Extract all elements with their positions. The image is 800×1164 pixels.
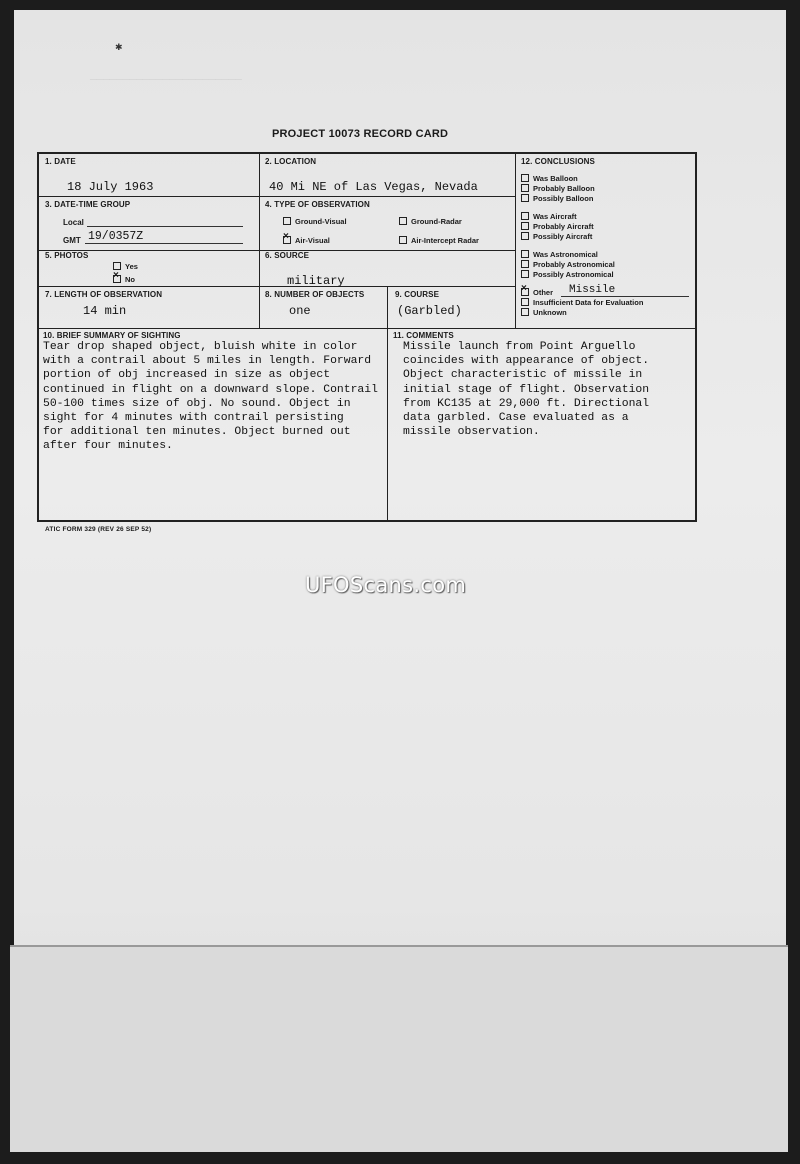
conclusion-option: Was Aircraft	[521, 212, 577, 221]
checkbox-icon	[521, 174, 529, 182]
conclusion-option: Probably Astronomical	[521, 260, 615, 269]
conclusion-option: Possibly Balloon	[521, 194, 593, 203]
divider	[39, 286, 515, 287]
checked-box-icon	[521, 288, 529, 296]
comments-line: Missile launch from Point Arguello	[403, 341, 636, 353]
summary-line: continued in flight on a downward slope. Contrail	[43, 383, 378, 396]
number-of-objects-label: 8. NUMBER OF OBJECTS	[265, 290, 365, 299]
summary-line: Tear drop shaped object, bluish white in color	[43, 341, 358, 353]
option-air-visual: ×Air-Visual	[283, 236, 330, 245]
option-air-intercept-radar: Air-Intercept Radar	[399, 236, 479, 245]
comments-line: coincides with appearance of object.	[403, 355, 650, 368]
photos-label: 5. PHOTOS	[45, 251, 89, 260]
observation-type-label: 4. TYPE OF OBSERVATION	[265, 200, 370, 209]
checked-box-icon	[283, 236, 291, 244]
comments-line: data garbled. Case evaluated as a	[403, 412, 629, 425]
record-card	[37, 152, 697, 522]
course-label: 9. COURSE	[395, 290, 440, 299]
comments-line: from KC135 at 29,000 ft. Directional	[403, 397, 650, 410]
divider	[515, 154, 516, 328]
card-title: PROJECT 10073 RECORD CARD	[272, 128, 449, 140]
option-ground-radar: Ground-Radar	[399, 217, 462, 226]
comments-label: 11. COMMENTS	[393, 331, 454, 340]
checkbox-icon	[399, 236, 407, 244]
conclusions-label: 12. CONCLUSIONS	[521, 157, 595, 166]
checkbox-icon	[399, 217, 407, 225]
conclusion-option: Probably Aircraft	[521, 222, 594, 231]
summary-line: for additional ten minutes. Object burned out	[43, 426, 351, 439]
number-of-objects-value: one	[289, 304, 311, 318]
conclusion-option: Unknown	[521, 308, 567, 317]
checkbox-icon	[521, 308, 529, 316]
date-value: 18 July 1963	[67, 180, 154, 194]
checkbox-icon	[521, 232, 529, 240]
underlying-page	[10, 945, 788, 1152]
length-of-observation-label: 7. LENGTH OF OBSERVATION	[45, 290, 163, 299]
comments-line: initial stage of flight. Observation	[403, 383, 650, 396]
divider	[259, 154, 260, 328]
summary-line: with a contrail about 5 miles in length. Forward	[43, 355, 372, 368]
summary-line: after four minutes.	[43, 440, 173, 453]
checkbox-icon	[521, 270, 529, 278]
summary-line: 50-100 times size of obj. No sound. Object in	[43, 397, 351, 410]
photos-yes: Yes	[113, 262, 138, 271]
conclusion-option: Possibly Aircraft	[521, 232, 592, 241]
checkbox-icon	[521, 184, 529, 192]
checkbox-icon	[521, 222, 529, 230]
divider	[387, 286, 388, 328]
gmt-underline	[85, 243, 243, 244]
summary-text	[43, 340, 378, 454]
gmt-value: 19/0357Z	[88, 230, 144, 243]
checkbox-icon	[521, 250, 529, 258]
location-value: 40 Mi NE of Las Vegas, Nevada	[269, 180, 478, 194]
conclusion-option: Was Balloon	[521, 174, 578, 183]
comments-line: missile observation.	[403, 426, 540, 439]
summary-label: 10. BRIEF SUMMARY OF SIGHTING	[43, 331, 181, 340]
other-underline	[561, 296, 689, 297]
date-label: 1. DATE	[45, 157, 76, 166]
checked-box-icon	[113, 275, 121, 283]
conclusion-option: Insufficient Data for Evaluation	[521, 298, 643, 307]
option-ground-visual: Ground-Visual	[283, 217, 347, 226]
conclusion-option: Was Astronomical	[521, 250, 598, 259]
summary-line: sight for 4 minutes with contrail persisting	[43, 412, 344, 425]
dust-speck: ✱	[115, 42, 123, 52]
checkbox-icon	[521, 298, 529, 306]
divider	[39, 196, 515, 197]
checkbox-icon	[113, 262, 121, 270]
form-id: ATIC FORM 329 (REV 26 SEP 52)	[45, 526, 152, 533]
conclusion-option: Possibly Astronomical	[521, 270, 614, 279]
conclusion-option: Probably Balloon	[521, 184, 595, 193]
bleed-through-text: ───────────────────────	[90, 75, 242, 87]
location-label: 2. LOCATION	[265, 157, 317, 166]
checkbox-icon	[521, 212, 529, 220]
photos-no: ×No	[113, 275, 135, 284]
date-time-group-label: 3. DATE-TIME GROUP	[45, 200, 131, 209]
divider	[39, 328, 695, 329]
comments-line: Object characteristic of missile in	[403, 369, 643, 382]
summary-line: portion of obj increased in size as object	[43, 369, 331, 382]
comments-text	[403, 340, 649, 439]
conclusion-other: ×Other	[521, 288, 553, 297]
source-label: 6. SOURCE	[265, 251, 310, 260]
length-of-observation-value: 14 min	[83, 304, 127, 318]
local-label: Local	[63, 218, 84, 227]
conclusion-other-value: Missile	[569, 284, 616, 296]
checkbox-icon	[283, 217, 291, 225]
watermark: UFOScans.com	[305, 573, 467, 597]
gmt-label: GMT	[63, 236, 81, 245]
checkbox-icon	[521, 194, 529, 202]
course-value: (Garbled)	[397, 304, 462, 318]
source-value: military	[287, 274, 345, 288]
local-underline	[87, 226, 243, 227]
checkbox-icon	[521, 260, 529, 268]
divider	[387, 328, 388, 522]
